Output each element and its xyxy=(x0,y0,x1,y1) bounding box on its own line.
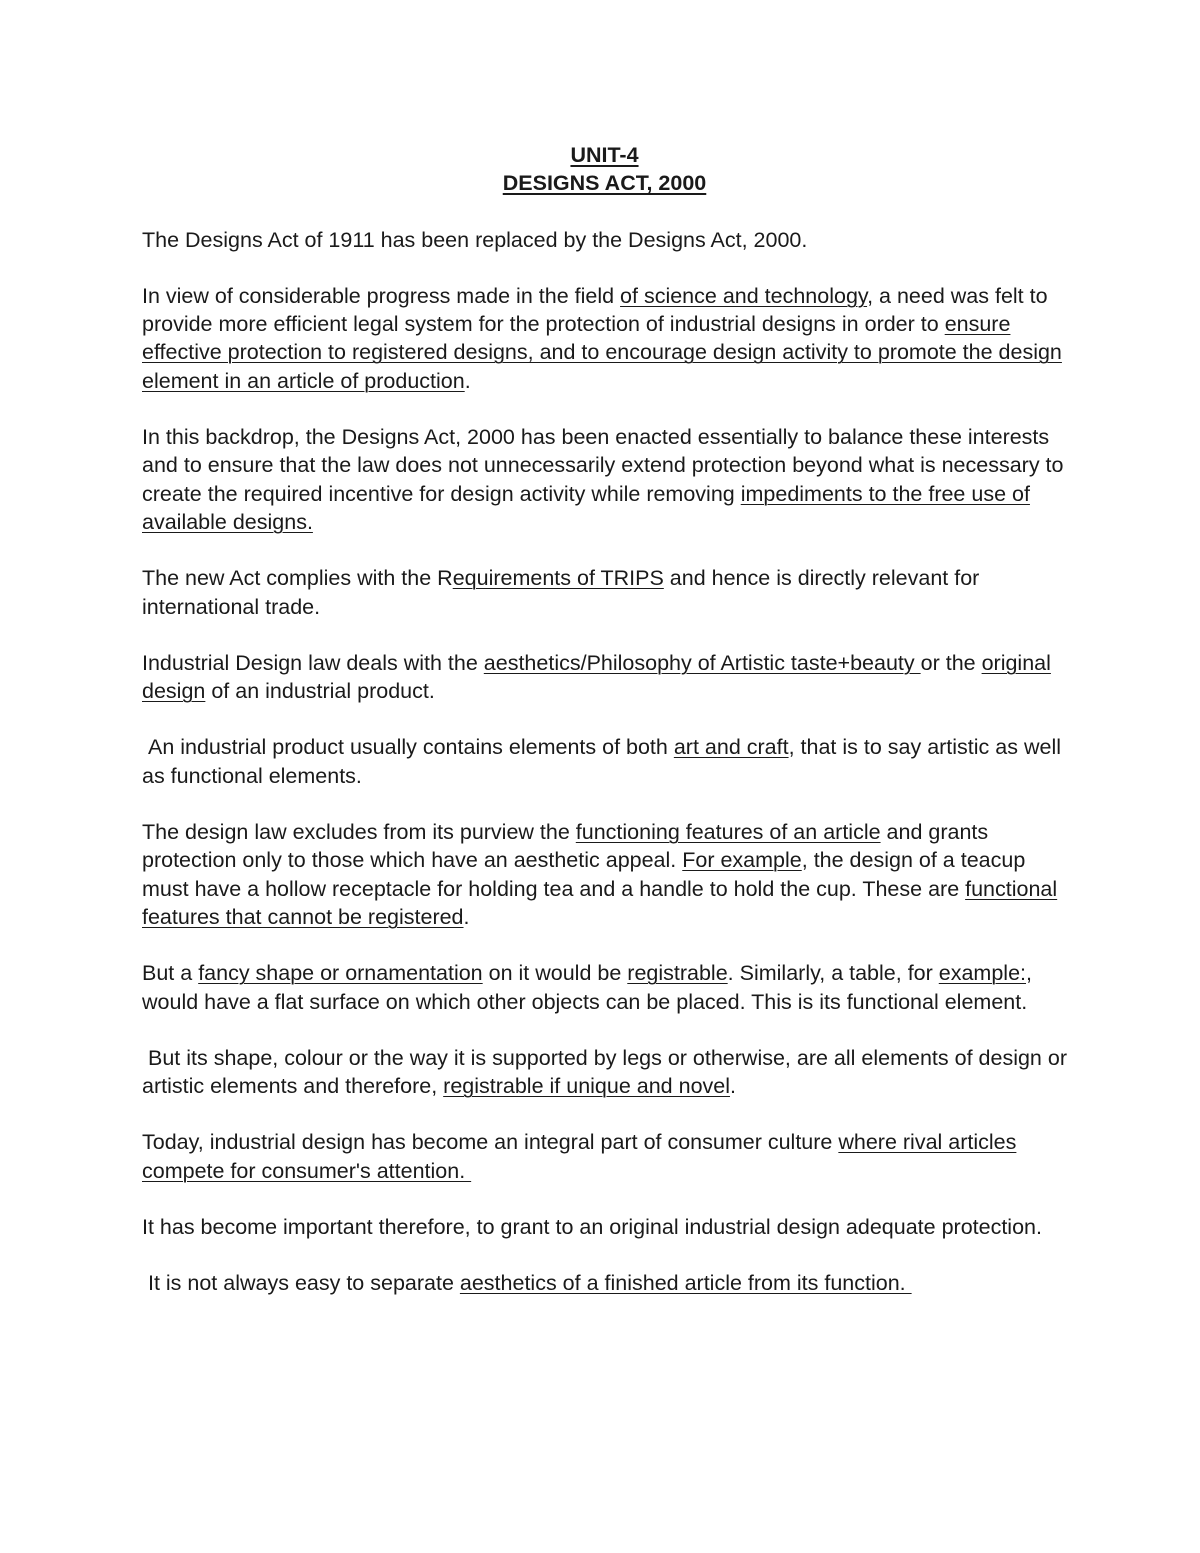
paragraph xyxy=(142,282,1067,395)
text-segment: and grants protection only to those which have an aesthetic appeal. xyxy=(142,820,989,873)
paragraph xyxy=(142,1044,1067,1101)
text-segment: In this backdrop, the Designs Act, 2000 has been enacted essentially to balance these interests and to ensure that the law does not unnecessarily extend protection beyond what is necessary to create the required incentive for design activity while removing xyxy=(142,425,1064,506)
text-segment: The design law excludes from its purview the xyxy=(142,820,576,845)
underlined-text: functional features that cannot be registered xyxy=(142,876,1058,929)
text-segment: , would have a flat surface on which other objects can be placed. This is its functional element. xyxy=(142,961,1032,1014)
paragraph xyxy=(142,1213,1067,1241)
text-segment: . xyxy=(464,368,471,393)
text-segment: But its shape, colour or the way it is supported by legs or otherwise, are all elements of design or artistic elements and therefore, xyxy=(142,1045,1067,1099)
text-segment: and hence is directly relevant for international trade. xyxy=(142,566,980,619)
text-segment: The Designs Act of 1911 has been replaced by the Designs Act, 2000. xyxy=(142,227,808,252)
paragraph xyxy=(142,1269,1067,1297)
text-segment: or the xyxy=(920,650,982,675)
underlined-text: functioning features of an article xyxy=(575,820,881,845)
underlined-text: equirements of TRIPS xyxy=(452,566,664,591)
act-heading: DESIGNS ACT, 2000 xyxy=(502,171,707,196)
text-segment: , the design of a teacup must have a hollow receptacle for holding tea and a handle to hold the cup. These are xyxy=(142,848,1026,901)
underlined-text: of science and technology xyxy=(620,283,868,308)
text-segment: of an industrial product. xyxy=(205,679,435,704)
paragraph xyxy=(142,423,1067,536)
text-segment: It is not always easy to separate xyxy=(142,1271,460,1296)
paragraph xyxy=(142,564,1067,621)
unit-heading: UNIT-4 xyxy=(570,143,639,167)
text-segment: on it would be xyxy=(482,961,628,986)
underlined-text: registrable xyxy=(627,961,728,986)
text-segment: Industrial Design law deals with the xyxy=(142,650,484,675)
paragraph xyxy=(142,818,1067,931)
underlined-text: aesthetics of a finished article from its function. xyxy=(459,1271,912,1296)
underlined-text: fancy shape or ornamentation xyxy=(198,961,483,986)
underlined-text: registrable if unique and novel xyxy=(443,1074,731,1099)
text-segment: Today, industrial design has become an integral part of consumer culture xyxy=(142,1130,839,1155)
paragraph xyxy=(142,959,1067,1016)
underlined-text: impediments to the free use of available designs. xyxy=(142,481,1030,534)
underlined-text: ensure effective protection to registered designs, and to encourage design activity to promote the design element in an article of production xyxy=(142,312,1062,393)
underlined-text: original design xyxy=(142,650,1051,704)
text-segment: . xyxy=(463,904,470,929)
underlined-text: aesthetics/Philosophy of Artistic taste+beauty xyxy=(483,650,921,675)
text-segment: , that is to say artistic as well as functional elements. xyxy=(142,735,1062,788)
underlined-text: example: xyxy=(938,961,1027,986)
text-segment: The new Act complies with the R xyxy=(142,566,453,591)
underlined-text: where rival articles compete for consumer's attention. xyxy=(142,1130,1017,1183)
text-segment: It has become important therefore, to grant to an original industrial design adequate protection. xyxy=(142,1215,1042,1240)
paragraph xyxy=(142,733,1067,790)
paragraph xyxy=(142,649,1067,706)
body-text xyxy=(142,226,1067,1298)
text-segment: In view of considerable progress made in the field xyxy=(142,283,621,308)
paragraph xyxy=(142,226,1067,254)
underlined-text: For example xyxy=(682,848,802,873)
underlined-text: art and craft xyxy=(673,735,789,760)
paragraph xyxy=(142,1128,1067,1185)
title-block xyxy=(142,141,1067,198)
text-segment: . Similarly, a table, for xyxy=(727,961,939,986)
text-segment: , a need was felt to provide more efficient legal system for the protection of industrial designs in order to xyxy=(142,283,1048,337)
text-segment: But a xyxy=(142,961,199,986)
document-page xyxy=(142,141,1067,1326)
text-segment: An industrial product usually contains elements of both xyxy=(142,735,674,760)
text-segment: . xyxy=(730,1074,736,1099)
